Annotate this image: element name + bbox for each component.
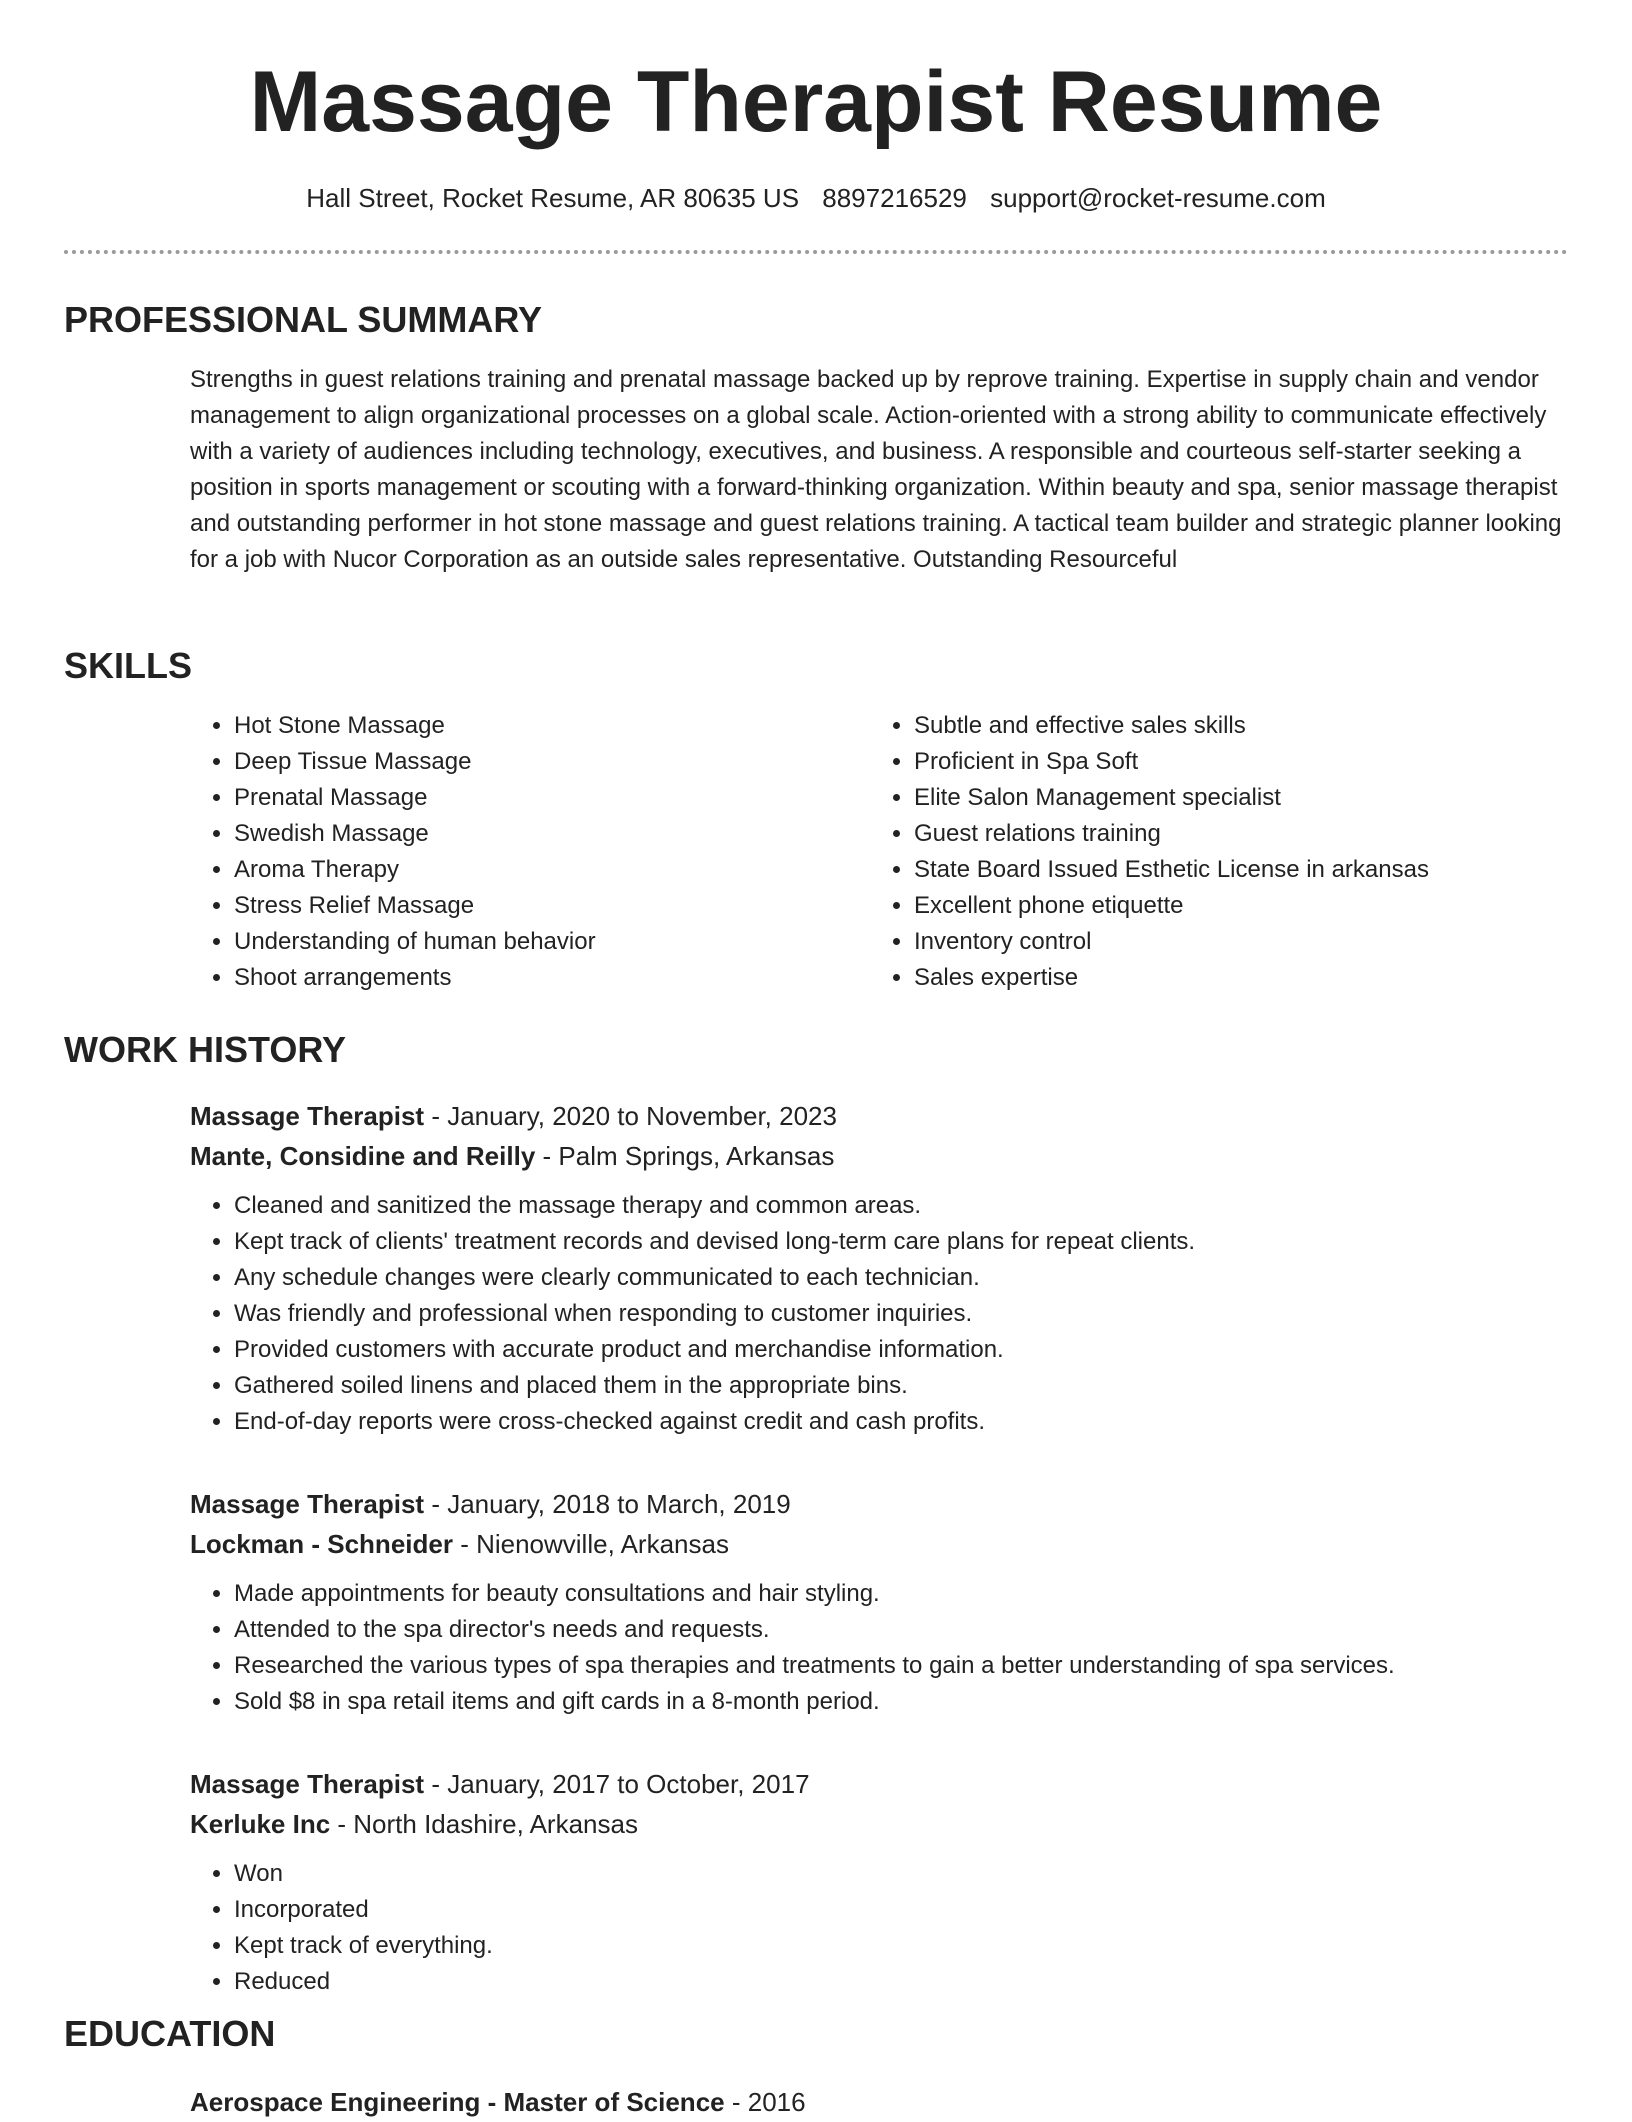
duty-item: • Won: [234, 1856, 1568, 1892]
address-text: Hall Street, Rocket Resume, AR 80635 US: [306, 183, 800, 213]
duty-item: • Was friendly and professional when responding to customer inquiries.: [234, 1296, 1568, 1332]
skills-grid: [190, 708, 1568, 996]
education-section: [64, 2012, 1568, 2122]
header-divider: [64, 250, 1568, 254]
work-history-heading: WORK HISTORY: [64, 1029, 347, 1070]
summary-heading: PROFESSIONAL SUMMARY: [64, 299, 543, 340]
skills-heading: SKILLS: [64, 645, 193, 686]
duty-item: • End-of-day reports were cross-checked against credit and cash profits.: [234, 1404, 1568, 1440]
duty-item: • Kept track of clients' treatment records and devised long-term care plans for repeat clients.: [234, 1224, 1568, 1260]
skill-item: • Subtle and effective sales skills: [914, 708, 1550, 744]
job-dates: - January, 2017 to October, 2017: [424, 1769, 810, 1799]
skill-item: • Understanding of human behavior: [234, 924, 870, 960]
education-degree: Aerospace Engineering - Master of Science: [190, 2087, 725, 2117]
job-company-line: [190, 1524, 1568, 1564]
skill-item: • Elite Salon Management specialist: [914, 780, 1550, 816]
job-company: Kerluke Inc: [190, 1809, 331, 1839]
skill-item: • Excellent phone etiquette: [914, 888, 1550, 924]
summary-section: [64, 298, 1568, 578]
job-role: Massage Therapist: [190, 1769, 425, 1799]
job-dates: - January, 2020 to November, 2023: [424, 1101, 837, 1131]
skills-section: [64, 644, 1568, 996]
duty-item: • Provided customers with accurate product and merchandise information.: [234, 1332, 1568, 1368]
duty-item: • Attended to the spa director's needs and requests.: [234, 1612, 1568, 1648]
skill-item: • Hot Stone Massage: [234, 708, 870, 744]
duty-item: • Incorporated: [234, 1892, 1568, 1928]
job-company: Lockman - Schneider: [190, 1529, 453, 1559]
skill-item: • Sales expertise: [914, 960, 1550, 996]
skill-item: • Swedish Massage: [234, 816, 870, 852]
duty-item: • Researched the various types of spa therapies and treatments to gain a better understanding of spa services.: [234, 1648, 1568, 1684]
skill-item: • State Board Issued Esthetic License in arkansas: [914, 852, 1550, 888]
education-year: - 2016: [724, 2087, 806, 2117]
skill-item: • Aroma Therapy: [234, 852, 870, 888]
contact-line: [0, 180, 1632, 216]
skills-list-right: [870, 708, 1550, 996]
skill-item: • Shoot arrangements: [234, 960, 870, 996]
job-duties-list: [190, 1188, 1568, 1440]
work-history-section: [64, 1028, 1568, 2000]
skill-item: • Inventory control: [914, 924, 1550, 960]
summary-text: Strengths in guest relations training and prenatal massage backed up by reprove training. Expertise in supply chain and vendor management to align organizational processes on a global scale. Action-oriented with a strong ability to communicate effectively with a variety of audiences including technology, executives, and business. A responsible and courteous self-starter seeking a position in sports management or scouting with a forward-thinking organization. Within beauty and spa, senior massage therapist and outstanding performer in hot stone massage and guest relations training. A tactical team builder and strategic planner looking for a job with Nucor Corporation as an outside sales representative. Outstanding Resourceful: [190, 366, 1562, 573]
job-entry: [190, 1764, 1568, 2000]
skill-item: • Stress Relief Massage: [234, 888, 870, 924]
job-location: - North Idashire, Arkansas: [330, 1809, 638, 1839]
job-company-line: [190, 1804, 1568, 1844]
duty-item: • Any schedule changes were clearly communicated to each technician.: [234, 1260, 1568, 1296]
duty-item: • Sold $8 in spa retail items and gift cards in a 8-month period.: [234, 1684, 1568, 1720]
job-duties-list: [190, 1856, 1568, 2000]
job-role: Massage Therapist: [190, 1101, 425, 1131]
skill-item: • Prenatal Massage: [234, 780, 870, 816]
duty-item: • Made appointments for beauty consultations and hair styling.: [234, 1576, 1568, 1612]
job-duties-list: [190, 1576, 1568, 1720]
job-entry: [190, 1484, 1568, 1720]
skill-item: • Proficient in Spa Soft: [914, 744, 1550, 780]
job-dates: - January, 2018 to March, 2019: [424, 1489, 791, 1519]
job-company-line: [190, 1136, 1568, 1176]
job-title-line: [190, 1484, 1568, 1524]
duty-item: • Cleaned and sanitized the massage therapy and common areas.: [234, 1188, 1568, 1224]
job-entry: [190, 1096, 1568, 1440]
duty-item: • Reduced: [234, 1964, 1568, 2000]
phone-text: 8897216529: [822, 183, 967, 213]
job-company: Mante, Considine and Reilly: [190, 1141, 536, 1171]
education-entry: [190, 2082, 1568, 2122]
skill-item: • Deep Tissue Massage: [234, 744, 870, 780]
job-location: - Nienowville, Arkansas: [452, 1529, 729, 1559]
resume-title: Massage Therapist Resume: [249, 54, 1383, 150]
duty-item: • Gathered soiled linens and placed them in the appropriate bins.: [234, 1368, 1568, 1404]
job-role: Massage Therapist: [190, 1489, 425, 1519]
job-title-line: [190, 1096, 1568, 1136]
duty-item: • Kept track of everything.: [234, 1928, 1568, 1964]
education-heading: EDUCATION: [64, 2013, 276, 2054]
job-location: - Palm Springs, Arkansas: [535, 1141, 835, 1171]
email-text: support@rocket-resume.com: [990, 183, 1326, 213]
job-title-line: [190, 1764, 1568, 1804]
skill-item: • Guest relations training: [914, 816, 1550, 852]
skills-list-left: [190, 708, 870, 996]
